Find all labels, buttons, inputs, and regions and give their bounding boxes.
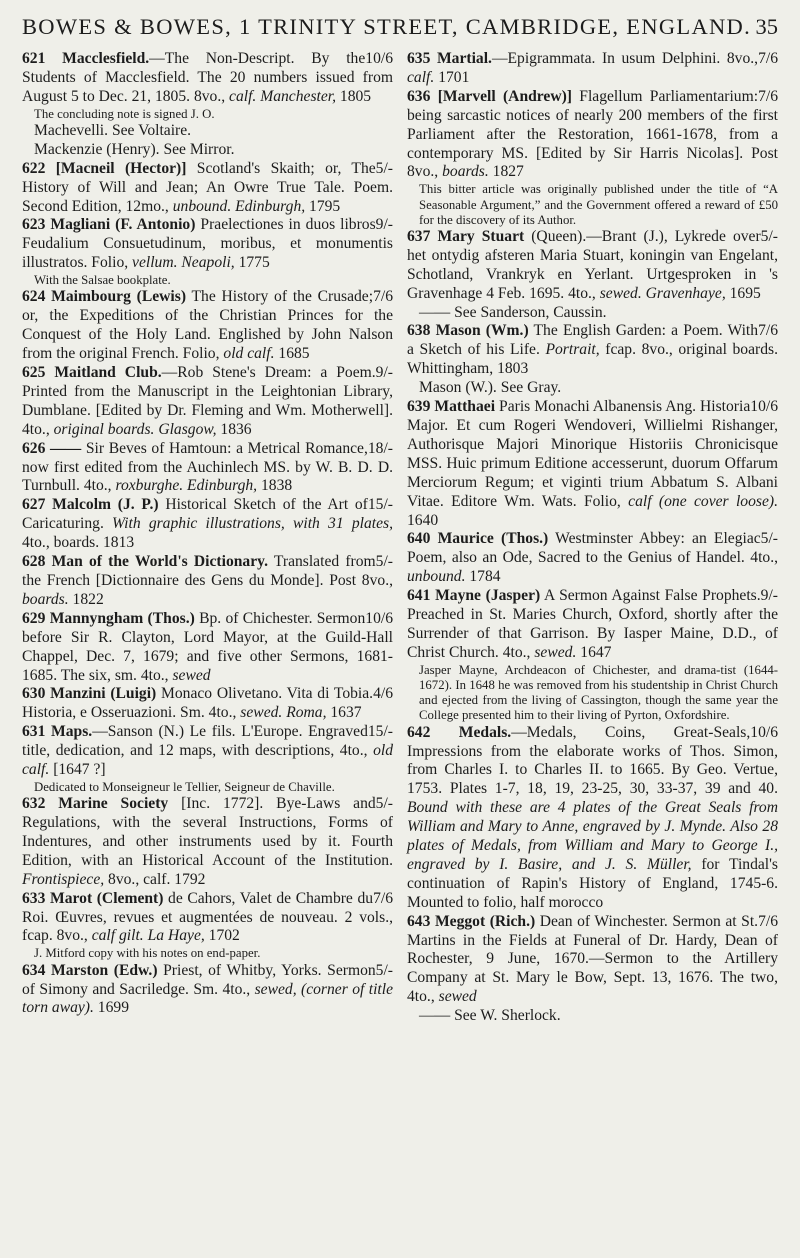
- cross-reference: —— See W. Sherlock.: [419, 1007, 561, 1025]
- entry-binding: boards.: [22, 590, 69, 608]
- entry-heading: Man of the World's Dictionary.: [51, 553, 268, 571]
- entry-description: —Rob Stene's Dream: a Poem. Printed from the Manuscript in the Leightonian Library, Dumblane. [Edited by Dr. Fleming and Wm. Motherwell]. 4to.,: [22, 364, 393, 438]
- left-column: [22, 50, 393, 1026]
- entry-binding: With graphic illustrations, with 31 plates,: [112, 515, 393, 533]
- entry-description: The History of the Crusade; or, the Expeditions of the Christian Princes for the Conquest of the Holy Land. Englished by John Nalson from the original French. Folio,: [22, 288, 393, 363]
- entry-price: 15/-: [367, 723, 393, 741]
- entry-date: 1699: [93, 999, 129, 1017]
- catalogue-entry: [22, 160, 393, 217]
- entry-binding: sewed, (corner of title torn away).: [22, 980, 393, 1017]
- entry-heading: Meggot (Rich.): [434, 912, 536, 930]
- entry-description: Paris Monachi Albanensis Ang. Historia Major. Et cum Rogeri Wendoveri, Willielmi Rishanger, Authorisque Majori Minorique Historiis Chronicisque MSS. Huic primum Editione accesserunt, duorum Offarum Merciorum Regum; et viginti trium Abbatum S. Albani Vitae. Editore Wm. Wats. Folio,: [407, 398, 778, 510]
- entry-date: 1701: [434, 68, 470, 86]
- catalogue-entry: [407, 530, 778, 587]
- entry-description: Historical Sketch of the Art of Caricaturing.: [22, 496, 368, 533]
- entry-number: 643: [407, 912, 431, 930]
- entry-heading: Maps.: [51, 723, 93, 741]
- catalogue-entry: [407, 398, 778, 530]
- entry-heading: Magliani (F. Antonio): [50, 216, 196, 234]
- entry-heading: Mannyngham (Thos.): [49, 609, 195, 627]
- entry-date: 1784: [465, 568, 501, 586]
- entry-binding: sewed: [438, 988, 477, 1006]
- entry-heading: Manzini (Luigi): [50, 685, 157, 703]
- entry-number: 624: [22, 288, 46, 306]
- catalogue-entry: [22, 890, 393, 947]
- entry-heading: [Marvell (Andrew)]: [437, 87, 572, 105]
- catalogue-entry: [407, 724, 778, 913]
- entry-number: 632: [22, 795, 46, 813]
- entry-description: Scotland's Skaith; or, The History of Will and Jean; An Owre True Tale. Poem. Second Edition, 12mo.,: [22, 159, 393, 215]
- entry-number: 631: [22, 723, 46, 741]
- entry-heading: Mary Stuart: [437, 227, 525, 245]
- entry-heading: Malcolm (J. P.): [52, 496, 159, 514]
- entry-date: 1822: [68, 590, 104, 608]
- catalogue-entry: [22, 496, 393, 553]
- entry-number: 625: [22, 364, 46, 381]
- entry-heading: Matthaei: [434, 398, 496, 416]
- catalogue-entry: [407, 88, 778, 183]
- entry-price: 15/-: [367, 496, 393, 514]
- entry-number: 636: [407, 87, 431, 105]
- catalogue-entry: [22, 288, 393, 364]
- entry-binding: sewed. Gravenhaye,: [599, 284, 726, 302]
- entry-binding: sewed. Roma,: [240, 704, 327, 722]
- cross-reference: Mason (W.). See Gray.: [419, 379, 562, 397]
- entry-date: 1775: [234, 254, 270, 272]
- entry-price: 5/-: [375, 553, 393, 571]
- entry-description: Flagellum Parliamentarium: being sarcastic notices of nearly 200 members of the first Parliament after the Restoration, 1661-1678, from a contemporary MS. [Edited by Sir Harris Nicolas]. Post 8vo.,: [407, 87, 778, 181]
- entry-binding: unbound.: [407, 568, 466, 586]
- entry-description: —The Non-Descript. By the Students of Macclesfield. The 20 numbers issued from August 5 to Dec. 21, 1805. 8vo.,: [22, 50, 393, 105]
- entry-date: 1695: [725, 284, 761, 302]
- catalogue-entry: [407, 228, 778, 304]
- entry-binding: old calf.: [22, 742, 393, 779]
- entry-description: [Inc. 1772]. Bye-Laws and Regulations, with the several Instructions, Forms of Indentures, and other instruments used by it. Fourth Edition, with an Historical Account of the Institution.: [22, 795, 393, 869]
- entry-date: 1647: [576, 643, 612, 661]
- entry-description: Monaco Olivetano. Vita di Tobia. Historia, e Osseruazioni. Sm. 4to.,: [22, 685, 374, 722]
- entry-description: (Queen).—Brant (J.), Lykrede over het ontydig afsteren Maria Stuart, koningin van Engelant, Schotland, Vrankryk en Yerlant. Urtgesproken in 's Gravenhage 4 Feb. 1695. 4to.,: [407, 227, 778, 302]
- entry-binding: calf gilt. La Haye,: [91, 927, 205, 945]
- entry-number: 629: [22, 609, 46, 627]
- entry-date: 1836: [216, 420, 252, 438]
- entry-description: A Sermon Against False Prophets. Preached in St. Maries Church, Oxford, shortly after the Surrender of that Garrison. By Iasper Maine, D.D., of Christ Church. 4to.,: [407, 587, 778, 661]
- entry-number: 634: [22, 961, 46, 979]
- right-column: [407, 50, 778, 1026]
- entry-heading: Maurice (Thos.): [437, 530, 549, 548]
- entry-date: 1838: [257, 477, 293, 495]
- catalogue-entry: [407, 50, 778, 88]
- entry-price: 18/-: [367, 439, 393, 457]
- entry-price: 7/6: [373, 288, 393, 306]
- entry-binding: vellum. Neapoli,: [132, 254, 235, 272]
- catalogue-entry: [22, 553, 393, 610]
- entry-number: 622: [22, 159, 46, 177]
- entry-description: Dean of Winchester. Sermon at St. Martins in the Fields at Funeral of Dr. Hardy, Dean of Rochester, 9 June, 1670.—Sermon to the Artillery Company at St. Mary le Bow, Sept. 13, 1676. The two, 4to.,: [407, 912, 778, 1006]
- entry-number: 635: [407, 50, 431, 67]
- entry-number: 638: [407, 322, 431, 340]
- entry-description: Priest, of Whitby, Yorks. Sermon of Simony and Sacriledge. Sm. 4to.,: [22, 961, 376, 998]
- entry-price: 10/6: [750, 398, 778, 416]
- entry-price: 7/6: [373, 889, 393, 907]
- cross-reference: —— See Sanderson, Caussin.: [419, 303, 607, 321]
- entry-price: 5/-: [375, 795, 393, 813]
- entry-date: 1640: [407, 511, 439, 529]
- entry-binding: unbound. Edinburgh,: [172, 197, 306, 215]
- catalogue-entry: [22, 216, 393, 273]
- entry-price: 7/6: [758, 912, 778, 930]
- entry-note: Jasper Mayne, Archdeacon of Chichester, and drama-tist (1644-1672). In 1648 he was removed from his studentship in Christ Church and ejected from the living of Cassington, though the same year the College presented him to their living of Pyrton, Oxfordshire.: [419, 662, 778, 723]
- entry-number: 640: [407, 530, 431, 548]
- catalogue-entry: [407, 913, 778, 1008]
- entry-price: 5/-: [375, 159, 393, 177]
- catalogue-entry: [22, 723, 393, 780]
- entry-binding: calf.: [407, 68, 435, 86]
- entry-price: 7/6: [758, 322, 778, 340]
- page-header: [22, 0, 778, 42]
- entry-price: 10/6: [365, 50, 393, 67]
- entry-binding: Bound with these are 4 plates of the Great Seals from William and Mary to Anne, engraved by J. Mynde. Also 28 plates of Medals, from William and Mary to George I., engraved by I. Basire, and J. S. Müller,: [407, 799, 778, 873]
- entry-note: The concluding note is signed J. O.: [34, 106, 215, 121]
- catalogue-entry: [22, 364, 393, 440]
- entry-description: —Medals, Coins, Great-Seals, Impressions from the elaborate works of Thos. Simon, from Charles I. to Charles II. to 1665. By Geo. Vertue, 1753. Plates 1-7, 18, 19, 23-25, 30, 33-37, 39 and 40.: [407, 723, 778, 798]
- entry-date: for Tindal's continuation of Rapin's History of England, 1745-6. Mounted to folio, half morocco: [407, 855, 778, 911]
- entry-number: 633: [22, 889, 46, 907]
- entry-number: 621: [22, 50, 46, 67]
- entry-number: 639: [407, 398, 431, 416]
- catalogue-entry: [22, 440, 393, 497]
- entry-binding: original boards. Glasgow,: [53, 420, 217, 438]
- entry-description: Sir Beves of Hamtoun: a Metrical Romance, now first edited from the Auchinlech MS. by W. B. D. D. Turnbull. 4to.,: [22, 439, 393, 495]
- entry-binding: calf. Manchester,: [229, 87, 337, 105]
- entry-date: 1795: [305, 197, 341, 215]
- entry-description: —Epigrammata. In usum Delphini. 8vo.,: [491, 50, 759, 67]
- entry-date: [1647 ?]: [49, 761, 106, 779]
- catalogue-columns: [22, 50, 778, 1026]
- entry-binding: Portrait,: [545, 341, 600, 359]
- entry-note: Dedicated to Monseigneur le Tellier, Seigneur de Chaville.: [34, 779, 335, 794]
- entry-heading: Mason (Wm.): [435, 322, 529, 340]
- entry-number: 626: [22, 439, 46, 457]
- entry-description: —Sanson (N.) Le fils. L'Europe. Engraved title, dedication, and 12 maps, with descriptions, 4to.,: [22, 723, 374, 760]
- entry-heading: Maitland Club.: [54, 364, 162, 381]
- entry-price: 4/6: [373, 685, 393, 703]
- entry-price: 9/-: [760, 587, 778, 605]
- entry-heading: Marston (Edw.): [51, 961, 158, 979]
- entry-date: 1637: [326, 704, 362, 722]
- entry-date: 1685: [274, 345, 310, 363]
- catalogue-entry: [22, 50, 393, 107]
- entry-binding: boards.: [442, 163, 489, 181]
- entry-description: Bp. of Chichester. Sermon before Sir R. Clayton, Lord Mayor, at the Guild-Hall Chappel, Dec. 7, 1679; and five other Sermons, 1681-1685. The six, sm. 4to.,: [22, 609, 393, 684]
- catalogue-entry: [407, 322, 778, 379]
- entry-number: 637: [407, 227, 431, 245]
- entry-price: 10/6: [750, 723, 778, 741]
- entry-number: 627: [22, 496, 46, 514]
- entry-number: 630: [22, 685, 46, 703]
- entry-note: This bitter article was originally published under the title of “A Seasonable Argument,” and the Government offered a reward of £50 for the discovery of its Author.: [419, 182, 778, 227]
- catalogue-entry: [22, 962, 393, 1019]
- cross-reference: Machevelli. See Voltaire.: [34, 121, 192, 139]
- entry-heading: Martial.: [436, 50, 492, 67]
- entry-price: 5/-: [760, 530, 778, 548]
- page-number: 35: [755, 14, 778, 39]
- entry-heading: [Macneil (Hector)]: [55, 159, 187, 177]
- entry-date: 8vo., calf. 1792: [104, 870, 206, 888]
- entry-note: With the Salsae bookplate.: [34, 273, 171, 288]
- entry-date: 1827: [488, 163, 524, 181]
- entry-description: Translated from the French [Dictionnaire des Gens du Monde]. Post 8vo.,: [22, 553, 393, 589]
- entry-number: 623: [22, 216, 46, 234]
- catalogue-entry: [22, 610, 393, 686]
- entry-heading: Medals.: [458, 723, 512, 741]
- entry-price: 5/-: [760, 227, 778, 245]
- entry-binding: calf (one cover loose).: [628, 492, 778, 510]
- entry-price: 10/6: [365, 609, 393, 627]
- entry-heading: Maimbourg (Lewis): [51, 288, 187, 306]
- catalogue-entry: [22, 685, 393, 723]
- entry-description: The English Garden: a Poem. With a Sketch of his Life.: [407, 322, 759, 359]
- catalogue-entry: [407, 587, 778, 663]
- entry-binding: roxburghe. Edinburgh,: [115, 477, 258, 495]
- entry-price: 5/-: [375, 961, 393, 979]
- entry-description: Praelectiones in duos libros Feudalium Consuetudinum, moribus, et monumentis illustratos. Folio,: [22, 216, 393, 272]
- entry-number: 642: [407, 723, 431, 741]
- entry-date: 1805: [336, 87, 372, 105]
- entry-number: 628: [22, 553, 46, 571]
- entry-binding: sewed: [172, 666, 211, 684]
- entry-heading: Macclesfield.: [62, 50, 150, 67]
- entry-price: 7/6: [758, 50, 778, 67]
- entry-number: 641: [407, 587, 431, 605]
- header-address: BOWES & BOWES, 1 TRINITY STREET, CAMBRIDGE, ENGLAND.: [22, 14, 752, 39]
- entry-binding: sewed.: [534, 643, 577, 661]
- entry-date: 4to., boards. 1813: [22, 534, 135, 552]
- entry-description: Westminster Abbey: an Elegiac Poem, also an Ode, Sacred to the Genius of Handel. 4to.,: [407, 530, 778, 567]
- entry-binding: Frontispiece,: [22, 870, 105, 888]
- cross-reference: Mackenzie (Henry). See Mirror.: [34, 140, 235, 158]
- entry-date: 1702: [204, 927, 240, 945]
- entry-date: fcap. 8vo., original boards. Whittingham, 1803: [407, 341, 778, 378]
- entry-heading: Mayne (Jasper): [435, 587, 541, 605]
- entry-binding: old calf.: [223, 345, 275, 363]
- catalogue-entry: [22, 795, 393, 890]
- entry-price: 9/-: [375, 364, 393, 381]
- entry-description: de Cahors, Valet de Chambre du Roi. Œuvres, revues et augmentées de nouveau. 2 vols., fcap. 8vo.,: [22, 889, 393, 945]
- entry-heading: Marine Society: [58, 795, 169, 813]
- entry-price: 7/6: [758, 87, 778, 105]
- entry-heading: ——: [50, 439, 82, 457]
- entry-note: J. Mitford copy with his notes on end-paper.: [34, 946, 261, 961]
- entry-price: 9/-: [375, 216, 393, 234]
- entry-heading: Marot (Clement): [50, 889, 164, 907]
